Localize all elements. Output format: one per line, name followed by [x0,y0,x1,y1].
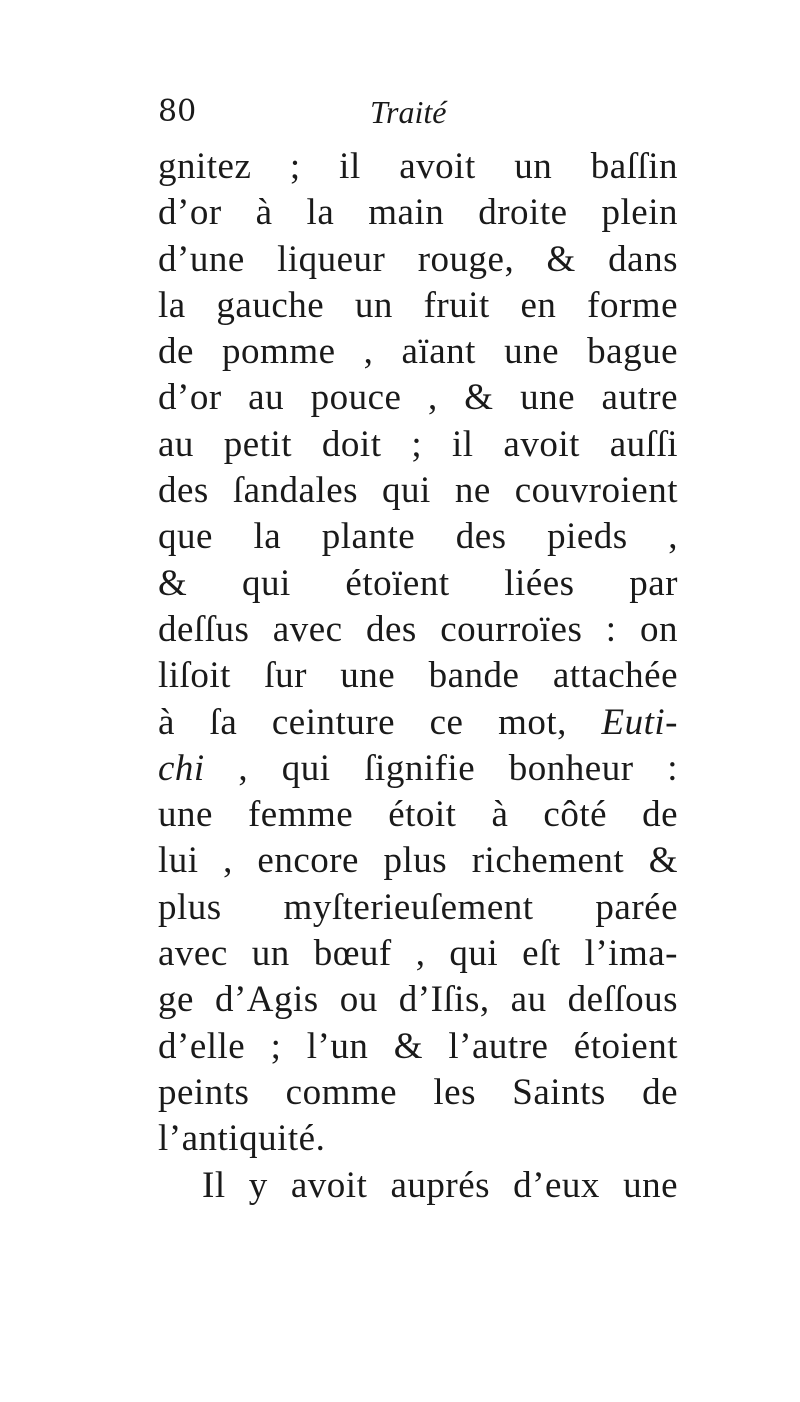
text-line: d’or au pouce , & une autre [158,377,678,419]
paragraph-start-line: Il y avoit auprés d’eux une [202,1164,678,1206]
text-line: au petit doit ; il avoit auſſi [158,423,678,465]
text-line: deſſus avec des courroïes : on [158,608,678,650]
text-line: lui , encore plus richement & [158,840,678,882]
text-line [158,700,678,746]
line-italic-part: chi [158,747,205,789]
text-line: des ſandales qui ne couvroient [158,470,678,512]
text-line: l’antiquité. [158,1118,326,1160]
text-line: d’une liqueur rouge, & dans [158,238,678,280]
body-text [158,144,678,1209]
line-italic-part: Euti- [601,701,678,743]
line-roman-part: à ſa ceinture ce mot, [158,701,602,743]
text-line: gnitez ; il avoit un baſſin [158,146,678,187]
text-line: que la plante des pieds , [158,516,678,558]
text-line: d’or à la main droite plein [158,192,678,234]
text-line: la gauche un fruit en forme [158,284,678,326]
text-line: liſoit ſur une bande attachée [158,655,678,697]
text-line: une femme étoit à côté de [158,794,678,836]
text-line: peints comme les Saints de [158,1071,678,1113]
text-line: ge d’Agis ou d’Iſis, au deſſous [158,979,678,1021]
text-line: avec un bœuf , qui eſt l’ima- [158,933,678,975]
text-line: plus myſterieuſement parée [158,886,678,928]
text-line: & qui étoïent liées par [158,562,678,604]
text-line: d’elle ; l’un & l’autre étoient [158,1025,678,1067]
text-line: de pomme , aïant une bague [158,331,678,373]
text-line [158,746,678,792]
running-head [158,94,678,144]
line-roman-part: , qui ſignifie bonheur : [204,747,678,789]
page-number: 80 [158,94,197,129]
running-title: Traité [370,94,447,130]
